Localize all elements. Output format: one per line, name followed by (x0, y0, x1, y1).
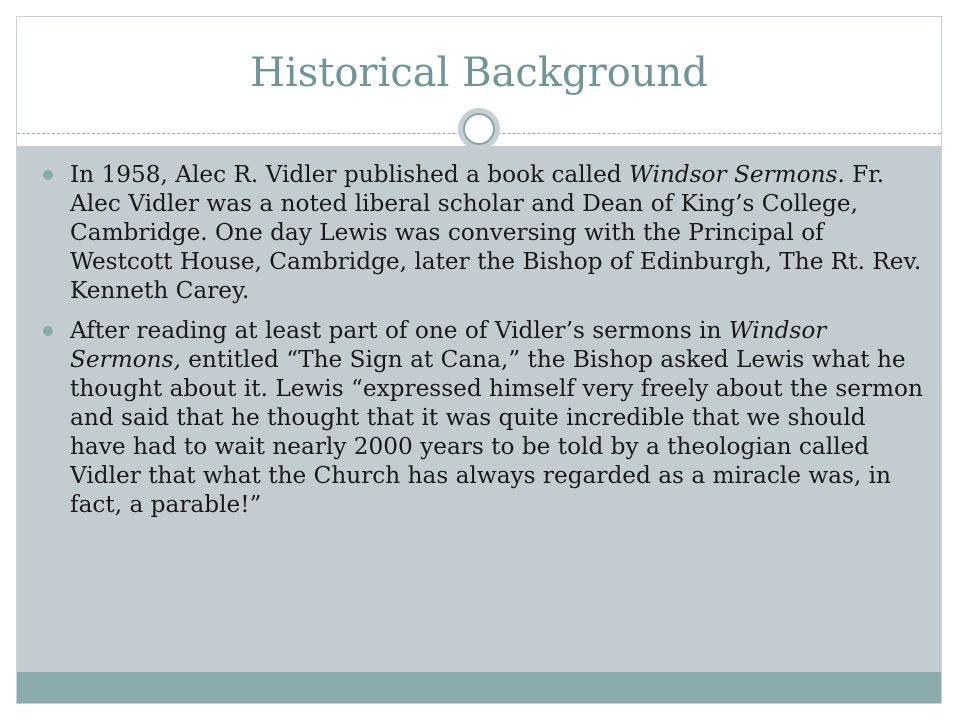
bullet-1-book-title: Windsor Sermons (629, 161, 838, 188)
circle-ornament-inner (463, 113, 495, 145)
footer-band (17, 672, 941, 703)
bullet-item-1 (70, 160, 925, 305)
bullet-dot-icon (43, 326, 53, 336)
slide-title: Historical Background (250, 50, 708, 96)
bullet-list (70, 160, 925, 530)
bullet-2-text-a: After reading at least part of one of Vidler’s sermons in (70, 317, 729, 344)
bullet-1-text-a: In 1958, Alec R. Vidler published a book called (70, 161, 630, 188)
bullet-2-text-b: entitled “The Sign at Cana,” the Bishop asked Lewis what he thought about it. Lewis “expressed himself very freely about the sermon and said that he thought that it was quite incredible that we should have had to wait nearly 2000 years to be told by a theologian called Vidler that what the Church has always regarded as a miracle was, in fact, a parable!” (70, 346, 923, 518)
bullet-dot-icon (43, 170, 53, 180)
bullet-1-text-b: . Fr. Alec Vidler was a noted liberal scholar and Dean of King’s College, Cambridge. One day Lewis was conversing with the Principal of Westcott House, Cambridge, later the Bishop of Edinburgh, The Rt. Rev. Kenneth Carey. (70, 161, 922, 304)
bullet-item-2 (70, 316, 925, 519)
bullet-2-book-title: Windsor Sermons, (70, 317, 827, 373)
